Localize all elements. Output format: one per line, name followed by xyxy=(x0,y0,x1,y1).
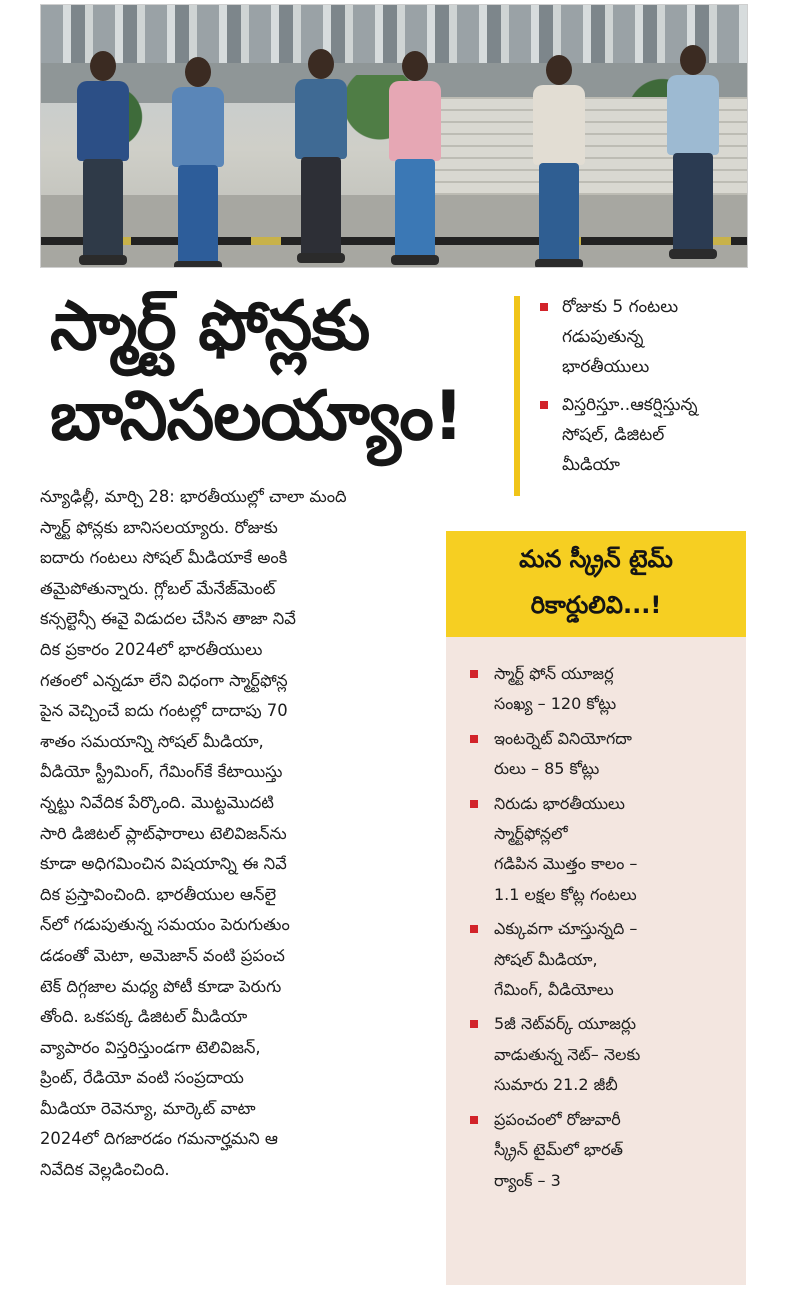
article-line: ప్రింట్, రేడియో వంటి సంప్రదాయ xyxy=(40,1068,244,1088)
person-4 xyxy=(383,51,447,267)
bullet-square-icon xyxy=(540,401,548,409)
article-line: డడంతో మెటా, అమెజాన్ వంటి ప్రపంచ xyxy=(40,945,285,965)
sidebar-header xyxy=(446,531,746,637)
sidebar-stats-list xyxy=(468,659,738,1200)
highlight-item xyxy=(538,292,760,382)
article-line: తమైపోతున్నారు. గ్లోబల్ మేనేజ్‌మెంట్ xyxy=(40,578,276,598)
stat-line: స్మార్ట్‌ఫోన్లలో xyxy=(494,824,568,844)
highlight-line: రోజుకు 5 గంటలు xyxy=(562,297,679,317)
stat-line: ఇంటర్నెట్ వినియోగదా xyxy=(494,728,632,748)
stat-line: నిరుడు భారతీయులు xyxy=(494,793,625,813)
highlights-list xyxy=(538,292,760,480)
article-line: సారి డిజిటల్ ప్లాట్‌ఫారాలు టెలివిజన్‌ను xyxy=(40,823,287,843)
article-line: నివేదిక వెల్లడించింది. xyxy=(40,1160,170,1180)
bullet-square-icon xyxy=(540,303,548,311)
person-3 xyxy=(289,49,353,265)
article-line: గతంలో ఎన్నడూ లేని విధంగా స్మార్ట్‌ఫోన్ల xyxy=(40,670,288,690)
highlight-item xyxy=(538,390,760,480)
article-line: న్నట్టు నివేదిక పేర్కొంది. మొట్టమొదటి xyxy=(40,792,274,812)
stat-line: సోషల్ మీడియా, xyxy=(494,949,598,969)
stat-line: స్క్రీన్ టైమ్‌లో భారత్ xyxy=(494,1140,624,1160)
person-2 xyxy=(166,57,230,268)
students-walking-photo xyxy=(40,4,748,268)
bullet-square-icon xyxy=(470,925,478,933)
stat-line: స్మార్ట్ ఫోన్ యూజర్ల xyxy=(494,664,614,683)
stat-line: సుమారు 21.2 జీబీ xyxy=(494,1075,618,1095)
bullet-square-icon xyxy=(470,670,478,678)
highlight-line: మీడియా xyxy=(562,455,620,475)
stat-line: వాడుతున్న నెట్– నెలకు xyxy=(494,1044,641,1064)
article-line: దిక ప్రకారం 2024లో భారతీయులు xyxy=(40,639,263,659)
stat-line: సంఖ్య – 120 కోట్లు xyxy=(494,694,617,714)
stat-item xyxy=(468,789,738,911)
stat-line: ఎక్కువగా చూస్తున్నది – xyxy=(494,919,638,939)
stat-line: 1.1 లక్షల కోట్ల గంటలు xyxy=(494,884,637,904)
article-line: టెక్ దిగ్గజాల మధ్య పోటీ కూడా పెరుగు xyxy=(40,976,282,996)
person-6 xyxy=(661,45,725,261)
headline-line-2: బానిసలయ్యాం! xyxy=(50,377,463,456)
article-line: మీడియా రెవెన్యూ, మార్కెట్ వాటా xyxy=(40,1098,256,1118)
stat-item xyxy=(468,1009,738,1100)
stats-sidebar xyxy=(446,531,746,1285)
stat-line: గేమింగ్, వీడియోలు xyxy=(494,980,614,1000)
stat-line: ప్రపంచంలో రోజువారీ xyxy=(494,1109,621,1129)
article-line: పైన వెచ్చించే ఐదు గంటల్లో దాదాపు 70 xyxy=(40,701,288,721)
bullet-square-icon xyxy=(470,1116,478,1124)
stat-line: 5జీ నెట్‌వర్క్ యూజర్లు xyxy=(494,1014,636,1034)
stat-line: గడిపిన మొత్తం కాలం – xyxy=(494,854,638,874)
stat-line: రులు – 85 కోట్లు xyxy=(494,759,600,779)
stat-item xyxy=(468,914,738,1005)
headline xyxy=(50,282,520,462)
article-line: వ్యాపారం విస్తరిస్తుండగా టెలివిజన్, xyxy=(40,1037,261,1057)
sidebar-title-line-2: రికార్డులివి...! xyxy=(530,591,662,619)
article-line: కూడా అధిగమించిన విషయాన్ని ఈ నివే xyxy=(40,854,287,874)
stat-item xyxy=(468,1105,738,1196)
article-line: న్యూఢిల్లీ, మార్చి 28: భారతీయుల్లో చాలా మంది xyxy=(40,487,347,506)
article-line: న్‌లో గడుపుతున్న సమయం పెరుగుతుం xyxy=(40,915,290,935)
article-line: దిక ప్రస్తావించింది. భారతీయుల ఆన్‌లై xyxy=(40,884,277,904)
stat-line: ర్యాంక్ – 3 xyxy=(494,1170,561,1190)
sidebar-title-line-1: మన స్క్రీన్ టైమ్ xyxy=(519,545,673,573)
article-line: తోంది. ఒకపక్క డిజిటల్ మీడియా xyxy=(40,1007,248,1027)
bullet-square-icon xyxy=(470,735,478,743)
article-body xyxy=(40,482,440,1186)
article-line: వీడియో స్ట్రీమింగ్, గేమింగ్‌కే కేటాయిస్తు xyxy=(40,762,283,782)
news-clipping xyxy=(30,0,760,1297)
article-line: కన్సల్టెన్సీ ఈవై విడుదల చేసిన తాజా నివే xyxy=(40,609,296,629)
highlight-line: గడుపుతున్న xyxy=(562,327,644,347)
highlight-line: భారతీయులు xyxy=(562,357,650,377)
person-1 xyxy=(71,51,135,267)
highlight-line: విస్తరిస్తూ..ఆకర్షిస్తున్న xyxy=(562,395,698,415)
bullet-square-icon xyxy=(470,1020,478,1028)
article-line: శాతం సమయాన్ని సోషల్ మీడియా, xyxy=(40,731,264,751)
headline-line-1: స్మార్ట్ ఫోన్లకు xyxy=(50,287,370,366)
article-line: స్మార్ట్ ఫోన్లకు బానిసలయ్యారు. రోజుకు xyxy=(40,517,278,537)
person-5 xyxy=(527,55,591,268)
highlight-line: సోషల్, డిజిటల్ xyxy=(562,425,665,445)
bullet-square-icon xyxy=(470,800,478,808)
article-line: ఐదారు గంటలు సోషల్ మీడియాకే అంకి xyxy=(40,548,288,568)
stat-item xyxy=(468,659,738,720)
stat-item xyxy=(468,724,738,785)
article-line: 2024లో దిగజారడం గమనార్హమని ఆ xyxy=(40,1129,278,1149)
highlight-divider xyxy=(514,296,520,496)
